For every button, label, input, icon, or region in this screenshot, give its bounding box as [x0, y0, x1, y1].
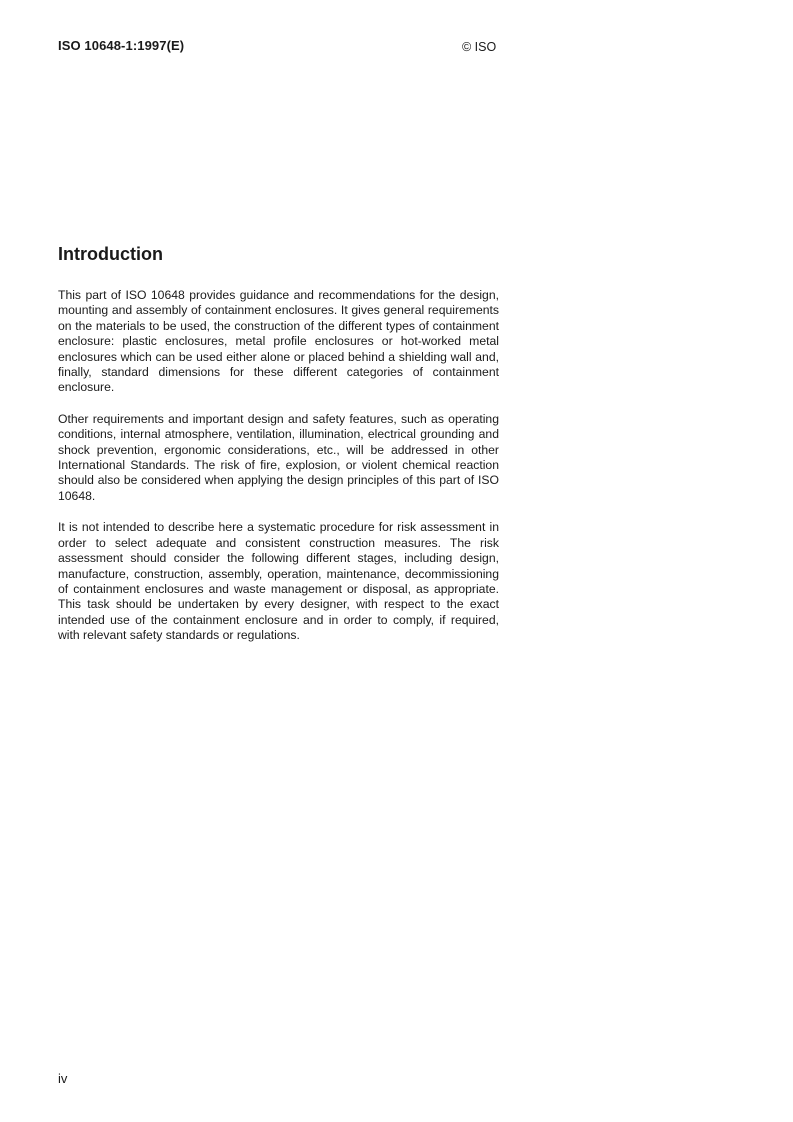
standard-identifier: ISO 10648-1:1997(E)	[58, 38, 185, 53]
paragraph-risk-assessment: It is not intended to describe here a systematic procedure for risk assessment in order to select adequate and consistent construction measures. The risk assessment should consider the following different stages, including design, manufacture, construction, assembly, operation, maintenance, decommissioning of containment enclosures and waste management or disposal, as appropriate. This task should be undertaken by every designer, with respect to the exact intended use of the containment enclosure and in order to comply, if required, with relevant safety standards or regulations.	[58, 520, 499, 643]
copyright-notice: © ISO	[462, 40, 497, 54]
section-title: Introduction	[58, 244, 163, 264]
page-number: iv	[58, 1071, 68, 1086]
introduction-body	[58, 288, 499, 660]
paragraph-other-requirements: Other requirements and important design and safety features, such as operating conditions, internal atmosphere, ventilation, illumination, electrical grounding and shock prevention, ergonomic considerations, etc., will be addressed in other International Standards. The risk of fire, explosion, or violent chemical reaction should also be considered when applying the design principles of this part of ISO 10648.	[58, 411, 499, 503]
paragraph-scope: This part of ISO 10648 provides guidance and recommendations for the design, mounting and assembly of containment enclosures. It gives general requirements on the materials to be used, the construction of the different types of containment enclosure: plastic enclosures, metal profile enclosures or hot-worked metal enclosures which can be used either alone or placed behind a shielding wall and, finally, standard dimensions for these different categories of containment enclosure.	[58, 288, 499, 395]
